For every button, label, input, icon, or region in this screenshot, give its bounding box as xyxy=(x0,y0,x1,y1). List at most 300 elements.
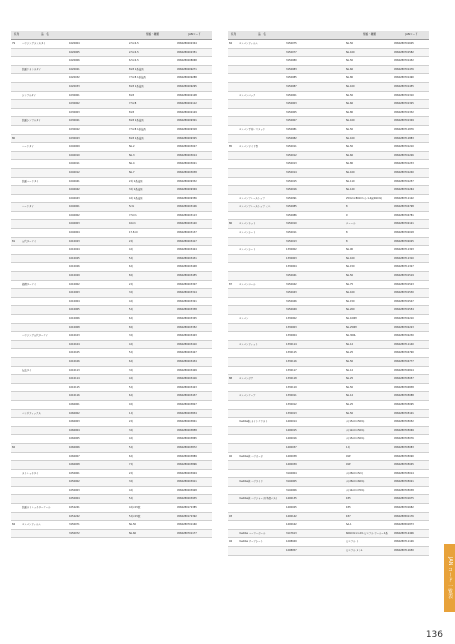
spec-cell: 10cm xyxy=(129,222,136,226)
series-cell: 79 xyxy=(12,42,16,45)
table-row xyxy=(228,538,429,547)
header-spec: 規格・種類 xyxy=(363,33,376,36)
spec-cell: 4号 xyxy=(129,342,133,346)
spec-cell: 2号 xyxy=(129,239,133,243)
jan-code-cell: 4560280711102 xyxy=(394,196,414,200)
jan-code-cell: 4560280701160 xyxy=(177,523,197,527)
spec-cell: 2.5×4.5 xyxy=(129,42,139,45)
jan-code-cell: 4560280591873 xyxy=(394,523,414,527)
table-row xyxy=(11,530,212,539)
series-cell xyxy=(11,392,21,400)
spec-cell: No.50 xyxy=(346,274,354,278)
spec-cell: No.50 xyxy=(346,59,354,63)
spec-cell: No.60 xyxy=(346,67,354,71)
item-code-cell: 1330003 xyxy=(286,325,297,329)
spec-cell: 6号 xyxy=(129,359,133,363)
table-row xyxy=(228,272,429,281)
product-name-cell xyxy=(21,109,68,117)
product-name-cell: エレパンフィルム xyxy=(22,523,41,527)
item-code-cell: 3150082 xyxy=(286,136,297,140)
product-name-cell xyxy=(238,332,285,340)
jan-code-cell: 4560280701682 xyxy=(394,506,414,510)
index-side-tab[interactable]: JAN コード 一覧表 xyxy=(444,544,455,612)
jan-code-cell: 4560280172385 xyxy=(177,506,197,510)
table-row xyxy=(228,178,429,187)
table-row xyxy=(228,349,429,358)
item-code-cell: 1330118 xyxy=(286,377,297,381)
product-name-cell: mediba蒸 ハブジャーボ(基礎パス) xyxy=(239,497,277,501)
jan-code-cell: 4560280203872 xyxy=(177,445,197,449)
table-row xyxy=(11,255,212,264)
jan-code-cell: 4560280203021 xyxy=(177,162,197,166)
spec-cell: 1号 xyxy=(129,411,133,415)
table-row xyxy=(228,57,429,66)
product-name-cell xyxy=(21,358,68,366)
item-code-cell: 1040042 xyxy=(69,188,80,192)
product-name-cell: 結露シンプルタイ xyxy=(22,119,41,123)
series-cell xyxy=(11,410,21,418)
product-name-cell xyxy=(21,246,68,254)
table-row xyxy=(228,392,429,401)
series-cell xyxy=(228,255,238,263)
spec-cell: 3号 xyxy=(129,428,133,432)
series-cell xyxy=(228,203,238,211)
table-header xyxy=(228,31,429,40)
jan-code-cell: 4560280701582 xyxy=(394,50,414,54)
spec-cell: 6号 xyxy=(129,394,133,398)
item-code-cell: 3140004 xyxy=(286,471,297,475)
item-code-cell: 1010104 xyxy=(69,342,80,346)
series-cell: 86 xyxy=(229,222,233,226)
jan-code-cell: 4560280711126 xyxy=(394,540,414,544)
spec-cell: 600mm×1.2m ビニプル ウールー1条 xyxy=(346,531,388,535)
item-code-cell: 1030003 xyxy=(69,110,80,114)
product-name-cell xyxy=(21,306,68,314)
jan-code-cell: 4560280711310 xyxy=(394,256,414,260)
series-cell xyxy=(11,126,21,134)
jan-code-cell: 4560280591176 xyxy=(394,514,414,518)
item-code-cell: 1010008 xyxy=(69,325,80,329)
table-row xyxy=(228,444,429,453)
series-cell xyxy=(11,109,21,117)
header-code xyxy=(285,31,345,39)
series-cell xyxy=(228,306,238,314)
jan-code-cell: 4560280701530 xyxy=(394,291,414,295)
table-row xyxy=(11,418,212,427)
table-row xyxy=(11,220,212,229)
product-name-cell xyxy=(238,547,285,555)
jan-code-cell: 4560280209301 xyxy=(177,119,197,123)
product-name-cell: エレパンワイド巻 xyxy=(239,145,258,149)
series-cell xyxy=(11,427,21,435)
jan-code-cell: 4560280704838 xyxy=(394,385,414,389)
table-row xyxy=(11,100,212,109)
item-code-cell: 1330002 xyxy=(286,317,297,320)
jan-code-cell: 4560280705014 xyxy=(394,471,414,475)
jan-code-cell: 4560280203409 xyxy=(177,368,197,372)
table-row xyxy=(11,392,212,401)
series-cell xyxy=(228,315,238,323)
product-name-cell: 循環ターテイ xyxy=(22,282,37,286)
item-code-cell: 1060007 xyxy=(69,454,80,458)
table-row xyxy=(11,49,212,58)
item-code-cell: 3150091 xyxy=(286,196,297,200)
spec-cell: K35 xyxy=(346,497,351,501)
jan-code-cell: 4560280203120 xyxy=(177,222,197,226)
product-name-cell xyxy=(21,453,68,461)
spec-cell: 8号 xyxy=(129,274,133,278)
item-code-cell: 3150042 xyxy=(286,282,297,286)
header-spec: 規格・種類 xyxy=(146,33,159,36)
spec-cell: No.60 xyxy=(346,153,354,157)
spec-cell: No.12 xyxy=(346,368,354,372)
item-code-cell: 1010002 xyxy=(69,282,80,286)
table-row xyxy=(228,135,429,144)
jan-code-cell: 4560280203889 xyxy=(177,454,197,458)
table-row xyxy=(228,255,429,264)
right-table xyxy=(228,31,429,556)
item-code-cell: 1010115 xyxy=(69,385,80,389)
item-code-cell: 1060005 xyxy=(69,437,80,441)
jan-code-cell: 4560280711327 xyxy=(394,265,414,269)
jan-code-cell: 4560280701605 xyxy=(394,42,414,45)
spec-cell: 2号 xyxy=(129,420,133,424)
table-row xyxy=(11,83,212,92)
series-cell xyxy=(11,384,21,392)
table-row xyxy=(228,229,429,238)
jan-code-cell: 4560280701332 xyxy=(394,110,414,114)
product-name-cell xyxy=(238,461,285,469)
table-row xyxy=(11,203,212,212)
product-name-cell: ハードタイ xyxy=(22,145,34,149)
spec-cell: ビニプル メンL xyxy=(346,549,363,553)
table-row xyxy=(228,367,429,376)
item-code-cell: 3150013 xyxy=(286,162,297,166)
item-code-cell: 1060003 xyxy=(69,420,80,424)
jan-code-cell: 4560280203448 xyxy=(177,265,197,269)
jan-code-cell: 4560280203345 xyxy=(177,317,197,320)
series-cell: 92 xyxy=(229,454,233,458)
item-code-cell: 1400016 xyxy=(286,437,297,441)
item-code-cell: 1040011 xyxy=(69,162,80,166)
jan-code-cell: 4560280705095 xyxy=(394,402,414,406)
item-code-cell: 3150003 xyxy=(286,102,297,106)
item-code-cell: 3150011 xyxy=(286,145,297,149)
right-table-body xyxy=(228,40,429,556)
product-name-cell: 伝法タイ xyxy=(22,368,32,372)
product-name-cell xyxy=(238,109,285,117)
product-name-cell xyxy=(238,521,285,529)
series-cell xyxy=(11,66,21,74)
product-name-cell xyxy=(21,478,68,486)
product-name-cell xyxy=(21,461,68,469)
item-code-cell: 3150011 xyxy=(286,231,297,235)
jan-code-cell: 4560280701240 xyxy=(394,170,414,174)
spec-cell: 3号 xyxy=(129,480,133,484)
spec-cell: SA-1 xyxy=(346,523,352,527)
product-name-cell: エレパン平並レマメッド xyxy=(239,127,266,131)
item-code-cell: 1010026 xyxy=(69,265,80,269)
series-cell xyxy=(228,410,238,418)
jan-code-cell: 4560280209332 xyxy=(177,179,197,183)
item-code-cell: 1010024 xyxy=(69,248,80,252)
product-name-cell xyxy=(238,401,285,409)
table-row xyxy=(228,100,429,109)
table-row xyxy=(11,109,212,118)
product-name-cell: エレパンロール xyxy=(239,282,256,286)
item-code-cell: 1330004 xyxy=(286,334,297,338)
table-row xyxy=(11,478,212,487)
spec-cell: 4号 xyxy=(129,248,133,252)
table-row xyxy=(11,143,212,152)
series-cell xyxy=(11,461,21,469)
table-row xyxy=(228,40,429,49)
product-name-cell xyxy=(21,375,68,383)
series-cell xyxy=(11,203,21,211)
table-row xyxy=(228,289,429,298)
series-cell xyxy=(11,92,21,100)
product-name-cell: 万代ターテイ xyxy=(22,239,37,243)
jan-code-cell: 4560280701455 xyxy=(394,84,414,88)
jan-code-cell: 4560280701264 xyxy=(394,188,414,192)
spec-cell: 8×8 xyxy=(129,110,135,114)
table-row xyxy=(11,324,212,333)
item-code-cell: 1400135 xyxy=(286,497,297,501)
item-code-cell: 1030021 xyxy=(69,119,80,123)
spec-cell: No.50 xyxy=(346,42,354,45)
item-code-cell: 1010116 xyxy=(69,394,80,398)
table-row xyxy=(228,547,429,556)
spec-cell: 2.5×4.5 xyxy=(129,50,139,54)
spec-cell: No.100M xyxy=(346,317,357,320)
spec-cell: 7.5×8 1条減菌 xyxy=(129,127,146,131)
spec-cell: ロ(14cm×70m) xyxy=(346,488,365,492)
jan-code-cell: 4560280704781 xyxy=(394,213,414,217)
jan-code-cell: 4560280701226 xyxy=(394,153,414,157)
table-row xyxy=(11,298,212,307)
spec-cell: 3号 xyxy=(129,334,133,338)
series-cell xyxy=(11,212,21,220)
jan-code-cell: 4560280705088 xyxy=(394,394,414,398)
spec-cell: No.250M xyxy=(346,325,357,329)
item-code-cell: 1330116 xyxy=(286,359,297,363)
spec-cell: 0号 xyxy=(129,402,133,406)
spec-cell: ロ(28cm×60m) xyxy=(346,480,365,484)
series-cell xyxy=(228,478,238,486)
table-row xyxy=(228,427,429,436)
product-name-cell: ハウジング万代ターテイ xyxy=(22,334,49,338)
spec-cell: No.25 xyxy=(346,402,354,406)
product-name-cell xyxy=(21,220,68,228)
series-cell xyxy=(11,513,21,521)
spec-cell: No.300L xyxy=(346,334,356,338)
item-code-cell: 1400039 xyxy=(286,463,297,467)
jan-code-cell: 4560280711876 xyxy=(394,127,414,131)
jan-code-cell: 4560280701325 xyxy=(394,102,414,106)
series-cell xyxy=(228,83,238,91)
item-code-cell: 1020033 xyxy=(69,84,80,88)
product-name-cell xyxy=(21,298,68,306)
item-code-cell: 3150013 xyxy=(286,239,297,243)
series-cell: 84 xyxy=(12,523,16,527)
item-code-cell: 1400037 xyxy=(286,445,297,449)
table-row xyxy=(11,495,212,504)
table-row xyxy=(11,453,212,462)
item-code-cell: 1040041 xyxy=(69,179,80,183)
series-cell xyxy=(11,143,21,151)
jan-code-cell: 4560280203431 xyxy=(177,256,197,260)
item-code-cell: 1010006 xyxy=(69,317,80,320)
spec-cell: 4号 xyxy=(129,377,133,381)
header-series: 系列 xyxy=(230,33,237,36)
item-code-cell: 1040003 xyxy=(69,222,80,226)
series-cell xyxy=(228,49,238,57)
table-row xyxy=(228,435,429,444)
item-code-cell: 3150085 xyxy=(286,205,297,209)
jan-code-cell: 4560280701523 xyxy=(394,282,414,286)
series-cell xyxy=(228,341,238,349)
jan-code-cell: 4560280209295 xyxy=(177,84,197,88)
table-row xyxy=(228,453,429,462)
item-code-cell: 1010004 xyxy=(69,299,80,303)
jan-code-cell: 4560280701547 xyxy=(394,299,414,303)
product-name-cell xyxy=(21,57,68,65)
spec-cell: 5cm xyxy=(129,205,135,209)
series-cell xyxy=(228,367,238,375)
product-name-cell xyxy=(238,238,285,246)
product-name-cell xyxy=(238,83,285,91)
item-code-cell: 3150077 xyxy=(286,50,297,54)
series-cell xyxy=(228,212,238,220)
series-cell xyxy=(228,487,238,495)
spec-cell: No.2 xyxy=(129,145,135,149)
series-cell xyxy=(11,470,21,478)
spec-cell: No.120 xyxy=(346,188,355,192)
product-name-cell xyxy=(238,272,285,280)
table-row xyxy=(11,281,212,290)
item-code-cell: 1330011 xyxy=(286,394,297,398)
spec-cell: 8×8 xyxy=(129,93,135,97)
table-row xyxy=(228,238,429,247)
product-name-cell: 結露ドランスタイ xyxy=(22,67,42,71)
series-cell xyxy=(228,332,238,340)
table-row xyxy=(228,83,429,92)
spec-cell: 6.5×4.5 xyxy=(129,59,139,63)
product-name-cell xyxy=(21,324,68,332)
series-cell xyxy=(11,341,21,349)
item-code-cell: 1330119 xyxy=(286,385,297,389)
spec-cell: 6号 xyxy=(129,265,133,269)
product-name-cell: シンプルタイ xyxy=(22,93,37,97)
table-row xyxy=(228,281,429,290)
product-name-cell xyxy=(238,487,285,495)
series-cell xyxy=(11,117,21,125)
product-name-cell xyxy=(238,358,285,366)
table-row xyxy=(228,384,429,393)
jan-code-cell: 4560280701519 xyxy=(394,274,414,278)
series-cell: 93 xyxy=(229,514,233,518)
product-name-cell xyxy=(238,349,285,357)
table-row xyxy=(228,306,429,315)
spec-cell: 8 xyxy=(346,205,348,209)
product-name-cell: エレパンプレーストップ ミニ xyxy=(239,205,271,209)
product-name-cell: バンダフィックス xyxy=(22,411,41,415)
item-code-cell: 1330012 xyxy=(286,402,297,406)
product-name-cell xyxy=(21,487,68,495)
product-name-cell xyxy=(238,117,285,125)
table-row xyxy=(11,487,212,496)
product-name-cell xyxy=(21,100,68,108)
jan-code-cell: 4560280203841 xyxy=(177,420,197,424)
series-cell xyxy=(11,160,21,168)
item-code-cell: 1400162 xyxy=(286,523,297,527)
table-row xyxy=(11,521,212,530)
spec-cell: ロ(12cm×50m) xyxy=(346,428,365,432)
jan-code-cell: 4560280203314 xyxy=(177,291,197,295)
spec-cell: 4号 1条減菌 xyxy=(129,196,143,200)
series-cell xyxy=(228,530,238,538)
series-cell xyxy=(228,298,238,306)
product-name-cell xyxy=(238,513,285,521)
series-cell xyxy=(11,435,21,443)
jan-code-cell: 4560280705069 xyxy=(394,428,414,432)
item-code-cell: 3150083 xyxy=(286,67,297,71)
product-name-cell xyxy=(238,135,285,143)
product-name-cell: エレパンネット xyxy=(239,222,256,226)
table-row xyxy=(228,315,429,324)
series-cell xyxy=(11,504,21,512)
series-cell xyxy=(11,401,21,409)
item-code-cell: 3150010 xyxy=(286,222,297,226)
table-row xyxy=(228,470,429,479)
series-cell xyxy=(228,495,238,503)
item-code-cell: 1020021 xyxy=(69,67,80,71)
jan-code-cell: 4560280208068 xyxy=(177,59,197,63)
series-cell xyxy=(11,478,21,486)
item-code-cell: 3150014 xyxy=(286,170,297,174)
jan-code-cell: 4560280704814 xyxy=(394,368,414,372)
item-code-cell: 1020004 xyxy=(69,42,80,45)
item-code-cell: 3150080 xyxy=(286,59,297,63)
product-name-cell: エレパンプレーストップ xyxy=(239,196,265,200)
item-code-cell: 1060002 xyxy=(69,411,80,415)
series-cell xyxy=(11,255,21,263)
series-cell: 81 xyxy=(12,239,16,243)
series-cell xyxy=(11,100,21,108)
spec-cell: No.60 xyxy=(346,102,354,106)
table-row xyxy=(11,40,212,49)
jan-code-cell: 4560280701177 xyxy=(177,531,197,535)
jan-code-cell: 4560280203424 xyxy=(177,248,197,252)
series-cell xyxy=(228,66,238,74)
item-code-cell: 1298057 xyxy=(286,549,297,553)
series-cell xyxy=(228,135,238,143)
series-cell xyxy=(228,178,238,186)
table-row xyxy=(228,504,429,513)
table-row xyxy=(228,160,429,169)
spec-cell: 7.5cm xyxy=(129,213,137,217)
spec-cell: ビニプル ト xyxy=(346,540,359,544)
header-jan: JANコード xyxy=(405,33,418,36)
product-name-cell xyxy=(238,298,285,306)
product-name-cell: エレパンシート xyxy=(239,231,256,235)
table-row xyxy=(11,341,212,350)
jan-code-cell: 4560280705090 xyxy=(394,454,414,458)
series-cell xyxy=(228,384,238,392)
item-code-cell: 1400014 xyxy=(286,420,297,424)
table-row xyxy=(11,178,212,187)
table-row xyxy=(11,135,212,144)
